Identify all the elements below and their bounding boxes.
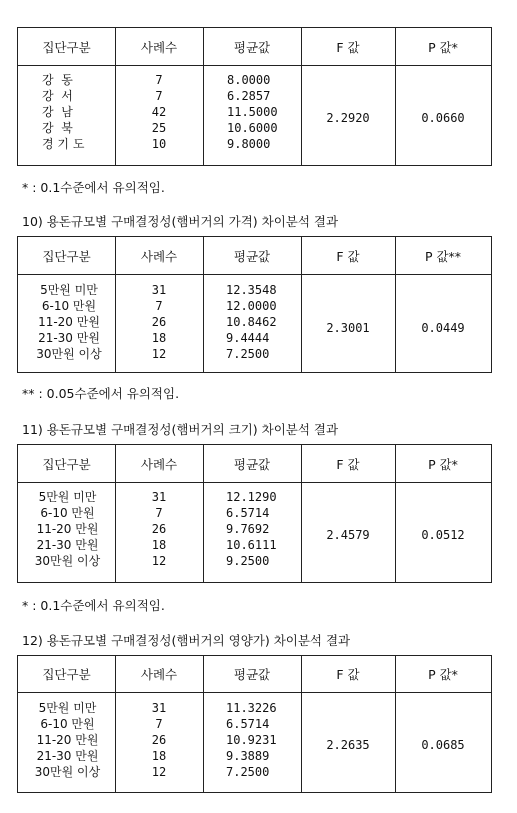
- count-cell: 26: [151, 522, 167, 536]
- count-cell: 7: [155, 506, 163, 520]
- group-cell: 5만원 미만: [40, 283, 98, 297]
- header-group: 집단구분: [42, 39, 91, 55]
- group-cell: 6-10 만원: [41, 299, 97, 313]
- group-cell: 강 남: [42, 105, 73, 119]
- header-p: P 값*: [428, 667, 458, 682]
- count-cell: 18: [151, 331, 167, 345]
- group-cell: 30만원 이상: [34, 765, 101, 779]
- group-cell: 5만원 미만: [38, 490, 97, 504]
- count-cell: 26: [151, 315, 167, 329]
- table-3: [17, 444, 492, 583]
- group-cell: 11-20 만원: [36, 733, 99, 747]
- header-group: 집단구분: [42, 248, 91, 264]
- count-cell: 31: [151, 283, 167, 297]
- group-column: [21, 489, 114, 569]
- mean-cell: 9.2500: [226, 554, 270, 568]
- mean-cell: 12.3548: [226, 283, 277, 297]
- header-f: F 값: [336, 248, 360, 264]
- mean-cell: 9.8000: [227, 137, 271, 151]
- group-column: [21, 700, 114, 780]
- mean-cell: 10.6000: [227, 121, 278, 135]
- header-mean: 평균값: [233, 667, 271, 682]
- count-cell: 18: [151, 538, 167, 552]
- header-count: 사례수: [140, 248, 178, 264]
- header-f: F 값: [336, 456, 360, 472]
- table-1: [17, 27, 492, 166]
- count-cell: 25: [151, 121, 167, 135]
- mean-cell: 12.0000: [226, 299, 277, 313]
- col-divider: [301, 237, 302, 372]
- count-column: [115, 700, 203, 780]
- table-header: [18, 656, 491, 693]
- table-2-caption: 10) 용돈규모별 구매결정성(햄버거의 가격) 차이분석 결과: [22, 214, 339, 229]
- table-header: [18, 28, 491, 66]
- mean-cell: 6.2857: [227, 89, 271, 103]
- header-f: F 값: [336, 39, 360, 55]
- count-column: [115, 489, 203, 569]
- count-cell: 42: [151, 105, 167, 119]
- count-cell: 26: [151, 733, 167, 747]
- header-mean: 평균값: [233, 248, 271, 264]
- col-divider: [395, 28, 396, 165]
- header-group: 집단구분: [42, 456, 91, 472]
- group-cell: 5만원 미만: [38, 701, 97, 715]
- header-f: F 값: [336, 667, 360, 682]
- f-value: 2.4579: [326, 528, 370, 542]
- group-cell: 30만원 이상: [34, 554, 101, 568]
- group-cell: 11-20 만원: [36, 522, 99, 536]
- mean-cell: 12.1290: [226, 490, 277, 504]
- count-column: [115, 282, 203, 362]
- mean-cell: 7.2500: [226, 347, 270, 361]
- count-cell: 7: [155, 299, 163, 313]
- mean-cell: 9.7692: [226, 522, 270, 536]
- count-column: [115, 72, 203, 152]
- header-count: 사례수: [140, 39, 178, 55]
- mean-cell: 10.6111: [226, 538, 277, 552]
- group-cell: 30만원 이상: [36, 347, 102, 361]
- group-cell: 11-20 만원: [38, 315, 100, 329]
- p-value: 0.0512: [421, 528, 465, 542]
- group-cell: 21-30 만원: [36, 749, 99, 763]
- header-p: P 값*: [428, 456, 458, 472]
- col-divider: [301, 28, 302, 165]
- col-divider: [395, 445, 396, 582]
- header-count: 사례수: [140, 456, 178, 472]
- p-value: 0.0685: [421, 738, 465, 752]
- group-cell: 강 동: [42, 73, 73, 87]
- col-divider: [203, 445, 204, 582]
- col-divider: [301, 445, 302, 582]
- count-cell: 18: [151, 749, 167, 763]
- f-value: 2.3001: [326, 321, 370, 335]
- group-cell: 21-30 만원: [36, 538, 99, 552]
- col-divider: [395, 656, 396, 792]
- count-cell: 7: [155, 717, 163, 731]
- f-value: 2.2920: [326, 111, 370, 125]
- mean-cell: 11.5000: [227, 105, 278, 119]
- col-divider: [203, 237, 204, 372]
- count-cell: 12: [151, 347, 167, 361]
- header-mean: 평균값: [233, 39, 271, 55]
- footnote-2: ** : 0.05수준에서 유의적임.: [22, 386, 180, 401]
- header-mean: 평균값: [233, 456, 271, 472]
- count-cell: 12: [151, 765, 167, 779]
- group-cell: 강 북: [42, 121, 73, 135]
- mean-cell: 8.0000: [227, 73, 271, 87]
- table-header: [18, 237, 491, 275]
- table-3-caption: 11) 용돈규모별 구매결정성(햄버거의 크기) 차이분석 결과: [22, 422, 339, 437]
- count-cell: 7: [155, 73, 163, 87]
- group-column: [24, 282, 114, 362]
- count-cell: 31: [151, 490, 167, 504]
- header-count: 사례수: [140, 667, 178, 682]
- table-4-caption: 12) 용돈규모별 구매결정성(햄버거의 영양가) 차이분석 결과: [22, 633, 351, 648]
- mean-cell: 10.8462: [226, 315, 277, 329]
- count-cell: 10: [151, 137, 167, 151]
- count-cell: 31: [151, 701, 167, 715]
- mean-column: [226, 700, 301, 780]
- mean-cell: 6.5714: [226, 717, 270, 731]
- group-column: [42, 72, 114, 152]
- col-divider: [203, 656, 204, 792]
- count-cell: 12: [151, 554, 167, 568]
- col-divider: [203, 28, 204, 165]
- header-p: P 값**: [424, 248, 462, 264]
- p-value: 0.0660: [421, 111, 465, 125]
- count-cell: 7: [155, 89, 163, 103]
- col-divider: [301, 656, 302, 792]
- header-group: 집단구분: [42, 667, 91, 682]
- mean-column: [226, 282, 301, 362]
- group-cell: 6-10 만원: [40, 717, 95, 731]
- mean-cell: 11.3226: [226, 701, 277, 715]
- group-cell: 강 서: [42, 89, 73, 103]
- table-4: [17, 655, 492, 793]
- mean-cell: 9.3889: [226, 749, 270, 763]
- header-p: P 값*: [428, 39, 458, 55]
- mean-cell: 9.4444: [226, 331, 270, 345]
- col-divider: [395, 237, 396, 372]
- f-value: 2.2635: [326, 738, 370, 752]
- group-cell: 경 기 도: [42, 137, 85, 151]
- footnote-1: * : 0.1수준에서 유의적임.: [22, 180, 165, 195]
- group-cell: 6-10 만원: [40, 506, 95, 520]
- mean-cell: 7.2500: [226, 765, 270, 779]
- table-2: [17, 236, 492, 373]
- mean-cell: 6.5714: [226, 506, 270, 520]
- mean-cell: 10.9231: [226, 733, 277, 747]
- mean-column: [227, 72, 301, 152]
- table-header: [18, 445, 491, 483]
- p-value: 0.0449: [421, 321, 465, 335]
- mean-column: [226, 489, 301, 569]
- footnote-3: * : 0.1수준에서 유의적임.: [22, 598, 165, 613]
- group-cell: 21-30 만원: [38, 331, 100, 345]
